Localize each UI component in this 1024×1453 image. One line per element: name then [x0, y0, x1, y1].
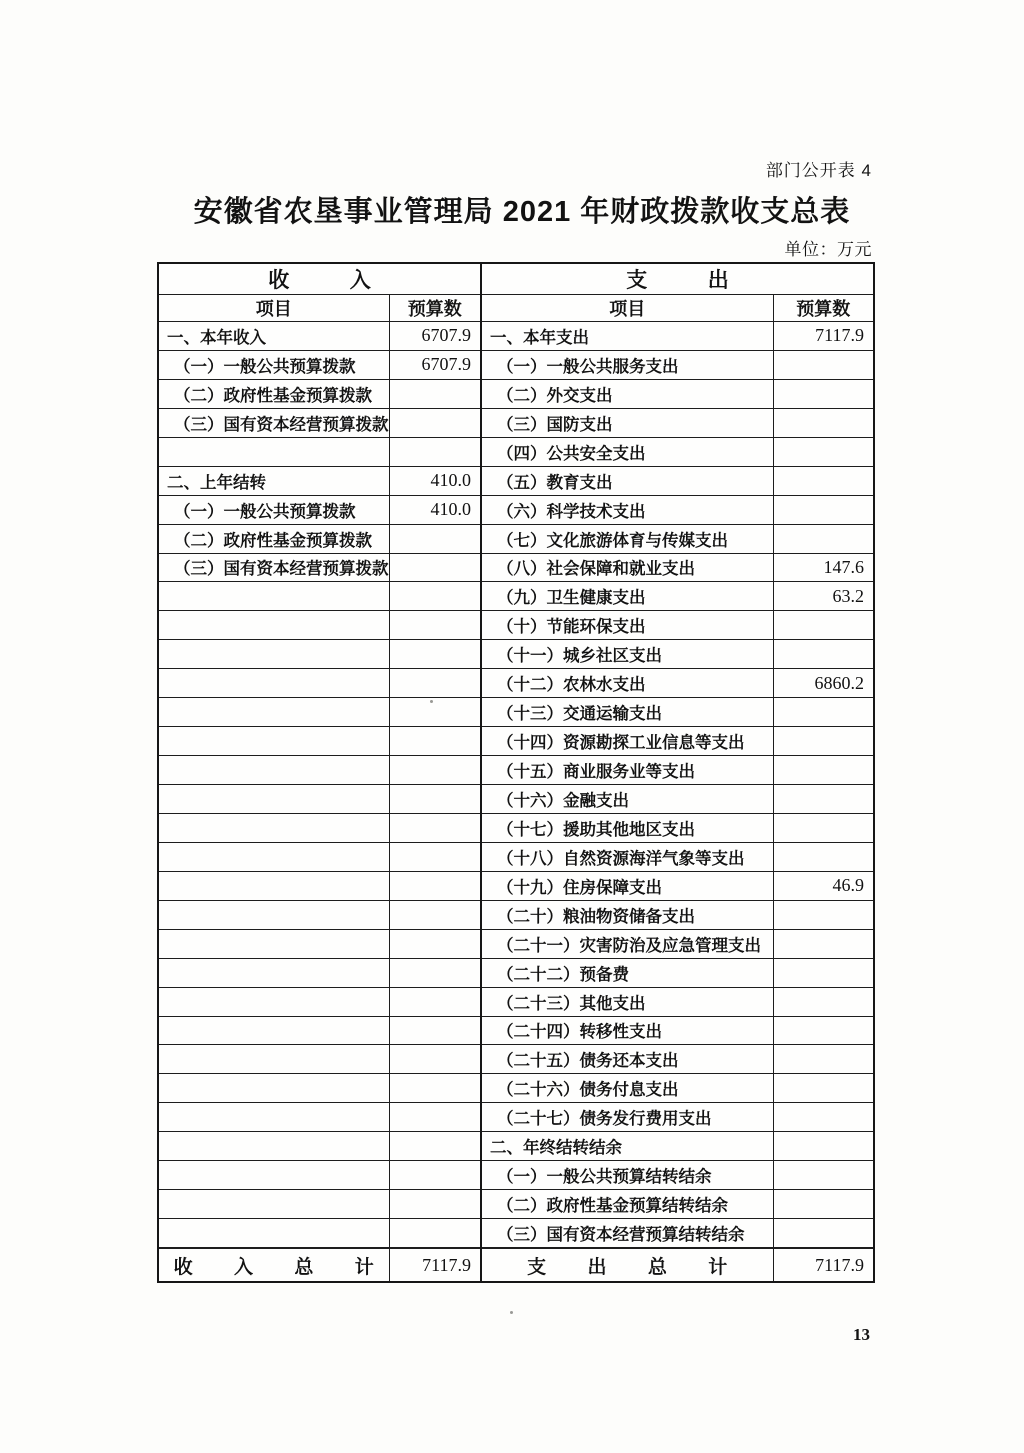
- income-value-cell: [389, 1045, 481, 1074]
- expense-item-cell: 一、本年支出: [481, 322, 773, 351]
- expense-item-cell: （七）文化旅游体育与传媒支出: [481, 524, 773, 553]
- expense-value-cell: [773, 379, 874, 408]
- income-total-value: 7117.9: [389, 1249, 481, 1282]
- expense-item-cell: （十）节能环保支出: [481, 611, 773, 640]
- expense-item-cell: （四）公共安全支出: [481, 437, 773, 466]
- income-value-cell: 6707.9: [389, 322, 481, 351]
- income-item-cell: [158, 785, 389, 814]
- expense-value-cell: [773, 1045, 874, 1074]
- income-item-cell: [158, 1161, 389, 1190]
- income-section-header: 收 入: [158, 263, 481, 295]
- income-item-cell: （三）国有资本经营预算拨款: [158, 553, 389, 582]
- table-row: [158, 1219, 874, 1248]
- income-value-cell: [389, 900, 481, 929]
- expense-value-cell: 147.6: [773, 553, 874, 582]
- table-row: [158, 495, 874, 524]
- income-value-cell: [389, 871, 481, 900]
- income-value-cell: 6707.9: [389, 350, 481, 379]
- table-row: [158, 929, 874, 958]
- expense-item-cell: （十四）资源勘探工业信息等支出: [481, 727, 773, 756]
- expense-item-cell: （十九）住房保障支出: [481, 871, 773, 900]
- income-value-cell: [389, 813, 481, 842]
- income-value-cell: [389, 669, 481, 698]
- expense-value-cell: [773, 813, 874, 842]
- expense-item-cell: （二十二）预备费: [481, 958, 773, 987]
- expense-value-cell: [773, 1132, 874, 1161]
- income-item-cell: 一、本年收入: [158, 322, 389, 351]
- expense-value-cell: 7117.9: [773, 322, 874, 351]
- income-value-cell: [389, 582, 481, 611]
- table-row: [158, 871, 874, 900]
- income-value-cell: [389, 1074, 481, 1103]
- income-item-cell: （一）一般公共预算拨款: [158, 495, 389, 524]
- table-row: [158, 813, 874, 842]
- expense-value-cell: [773, 640, 874, 669]
- scan-speck: [510, 1311, 513, 1314]
- expense-item-cell: 二、年终结转结余: [481, 1132, 773, 1161]
- income-item-cell: （一）一般公共预算拨款: [158, 350, 389, 379]
- income-item-cell: [158, 1132, 389, 1161]
- income-value-cell: 410.0: [389, 466, 481, 495]
- table-row: [158, 958, 874, 987]
- expense-item-cell: （二十七）债务发行费用支出: [481, 1103, 773, 1132]
- scan-speck: [430, 700, 433, 703]
- expense-value-cell: [773, 900, 874, 929]
- expense-item-cell: （二）外交支出: [481, 379, 773, 408]
- expense-value-cell: 63.2: [773, 582, 874, 611]
- expense-total-value: 7117.9: [773, 1249, 874, 1282]
- expense-item-cell: （十三）交通运输支出: [481, 698, 773, 727]
- expense-value-cell: [773, 785, 874, 814]
- income-item-cell: [158, 1219, 389, 1248]
- income-value-cell: [389, 842, 481, 871]
- expense-value-cell: [773, 1103, 874, 1132]
- income-item-cell: （三）国有资本经营预算拨款: [158, 408, 389, 437]
- income-value-cell: [389, 1103, 481, 1132]
- table-row: [158, 1132, 874, 1161]
- income-value-cell: [389, 1219, 481, 1248]
- income-budget-column-header: 预算数: [389, 295, 481, 322]
- income-total-label: 收 入 总 计: [158, 1249, 389, 1282]
- table-row: [158, 1045, 874, 1074]
- table-row: [158, 842, 874, 871]
- income-value-cell: [389, 524, 481, 553]
- table-row: [158, 727, 874, 756]
- expense-value-cell: [773, 1016, 874, 1045]
- expense-item-cell: （一）一般公共服务支出: [481, 350, 773, 379]
- table-row: [158, 756, 874, 785]
- expense-item-cell: （三）国防支出: [481, 408, 773, 437]
- income-value-cell: [389, 785, 481, 814]
- income-item-cell: [158, 1074, 389, 1103]
- expense-item-cell: （十一）城乡社区支出: [481, 640, 773, 669]
- expense-value-cell: [773, 929, 874, 958]
- expense-value-cell: [773, 466, 874, 495]
- table-row: [158, 524, 874, 553]
- income-item-cell: （二）政府性基金预算拨款: [158, 524, 389, 553]
- expense-value-cell: [773, 437, 874, 466]
- income-value-cell: [389, 437, 481, 466]
- income-item-cell: [158, 727, 389, 756]
- income-item-cell: [158, 842, 389, 871]
- expense-item-cell: （十二）农林水支出: [481, 669, 773, 698]
- budget-table: [157, 262, 875, 1283]
- expense-item-cell: （八）社会保障和就业支出: [481, 553, 773, 582]
- expense-item-cell: （二十四）转移性支出: [481, 1016, 773, 1045]
- table-row: [158, 1074, 874, 1103]
- table-row: [158, 900, 874, 929]
- expense-value-cell: [773, 756, 874, 785]
- table-row: [158, 669, 874, 698]
- income-value-cell: [389, 958, 481, 987]
- page-title: 安徽省农垦事业管理局 2021 年财政拨款收支总表: [193, 196, 851, 228]
- expense-item-column-header: 项目: [481, 295, 773, 322]
- income-value-cell: [389, 1190, 481, 1219]
- income-value-cell: [389, 611, 481, 640]
- column-header-row: [158, 295, 874, 322]
- table-row: [158, 1161, 874, 1190]
- income-value-cell: [389, 987, 481, 1016]
- expense-value-cell: [773, 1161, 874, 1190]
- expense-item-cell: （二十六）债务付息支出: [481, 1074, 773, 1103]
- expense-value-cell: [773, 987, 874, 1016]
- table-row: [158, 322, 874, 351]
- expense-value-cell: [773, 408, 874, 437]
- income-item-column-header: 项目: [158, 295, 389, 322]
- income-value-cell: 410.0: [389, 495, 481, 524]
- income-item-cell: [158, 871, 389, 900]
- income-value-cell: [389, 929, 481, 958]
- income-value-cell: [389, 408, 481, 437]
- income-item-cell: [158, 669, 389, 698]
- expense-item-cell: （六）科学技术支出: [481, 495, 773, 524]
- table-row: [158, 698, 874, 727]
- table-body: [158, 322, 874, 1283]
- expense-item-cell: （十八）自然资源海洋气象等支出: [481, 842, 773, 871]
- income-item-cell: [158, 756, 389, 785]
- expense-item-cell: （十六）金融支出: [481, 785, 773, 814]
- table-row: [158, 379, 874, 408]
- expense-value-cell: [773, 495, 874, 524]
- table-row: [158, 611, 874, 640]
- expense-value-cell: [773, 1074, 874, 1103]
- expense-value-cell: 6860.2: [773, 669, 874, 698]
- income-item-cell: 二、上年结转: [158, 466, 389, 495]
- income-item-cell: [158, 987, 389, 1016]
- expense-item-cell: （二）政府性基金预算结转结余: [481, 1190, 773, 1219]
- unit-label: 单位：万元: [784, 240, 872, 259]
- income-value-cell: [389, 553, 481, 582]
- income-value-cell: [389, 698, 481, 727]
- table-row: [158, 1016, 874, 1045]
- expense-item-cell: （一）一般公共预算结转结余: [481, 1161, 773, 1190]
- expense-value-cell: [773, 842, 874, 871]
- income-value-cell: [389, 640, 481, 669]
- expense-value-cell: 46.9: [773, 871, 874, 900]
- expense-item-cell: （二十五）债务还本支出: [481, 1045, 773, 1074]
- doc-label: 部门公开表 4: [765, 161, 872, 180]
- expense-section-header: 支 出: [481, 263, 874, 295]
- expense-item-cell: （五）教育支出: [481, 466, 773, 495]
- table-row: [158, 582, 874, 611]
- table-row: [158, 987, 874, 1016]
- income-value-cell: [389, 1161, 481, 1190]
- income-item-cell: [158, 1016, 389, 1045]
- income-item-cell: [158, 640, 389, 669]
- income-value-cell: [389, 1132, 481, 1161]
- table-row: [158, 408, 874, 437]
- expense-item-cell: （九）卫生健康支出: [481, 582, 773, 611]
- expense-value-cell: [773, 1190, 874, 1219]
- table-row: [158, 1103, 874, 1132]
- table-row: [158, 350, 874, 379]
- expense-item-cell: （十七）援助其他地区支出: [481, 813, 773, 842]
- total-row: [158, 1249, 874, 1282]
- income-item-cell: [158, 611, 389, 640]
- income-item-cell: （二）政府性基金预算拨款: [158, 379, 389, 408]
- expense-value-cell: [773, 524, 874, 553]
- expense-total-label: 支 出 总 计: [481, 1249, 773, 1282]
- income-value-cell: [389, 727, 481, 756]
- expense-value-cell: [773, 611, 874, 640]
- expense-value-cell: [773, 958, 874, 987]
- income-item-cell: [158, 1103, 389, 1132]
- income-item-cell: [158, 582, 389, 611]
- income-item-cell: [158, 437, 389, 466]
- income-value-cell: [389, 1016, 481, 1045]
- section-header-row: [158, 263, 874, 295]
- table-row: [158, 437, 874, 466]
- expense-item-cell: （二十一）灾害防治及应急管理支出: [481, 929, 773, 958]
- expense-value-cell: [773, 1219, 874, 1248]
- expense-item-cell: （三）国有资本经营预算结转结余: [481, 1219, 773, 1248]
- income-item-cell: [158, 1190, 389, 1219]
- expense-item-cell: （二十）粮油物资储备支出: [481, 900, 773, 929]
- income-item-cell: [158, 813, 389, 842]
- page-number: 13: [853, 1325, 870, 1344]
- income-value-cell: [389, 379, 481, 408]
- income-item-cell: [158, 1045, 389, 1074]
- income-item-cell: [158, 929, 389, 958]
- expense-item-cell: （二十三）其他支出: [481, 987, 773, 1016]
- expense-item-cell: （十五）商业服务业等支出: [481, 756, 773, 785]
- table-row: [158, 785, 874, 814]
- table-row: [158, 553, 874, 582]
- income-item-cell: [158, 900, 389, 929]
- income-item-cell: [158, 958, 389, 987]
- table-row: [158, 640, 874, 669]
- expense-budget-column-header: 预算数: [773, 295, 874, 322]
- table-row: [158, 1190, 874, 1219]
- income-value-cell: [389, 756, 481, 785]
- table-row: [158, 466, 874, 495]
- expense-value-cell: [773, 350, 874, 379]
- expense-value-cell: [773, 698, 874, 727]
- income-item-cell: [158, 698, 389, 727]
- expense-value-cell: [773, 727, 874, 756]
